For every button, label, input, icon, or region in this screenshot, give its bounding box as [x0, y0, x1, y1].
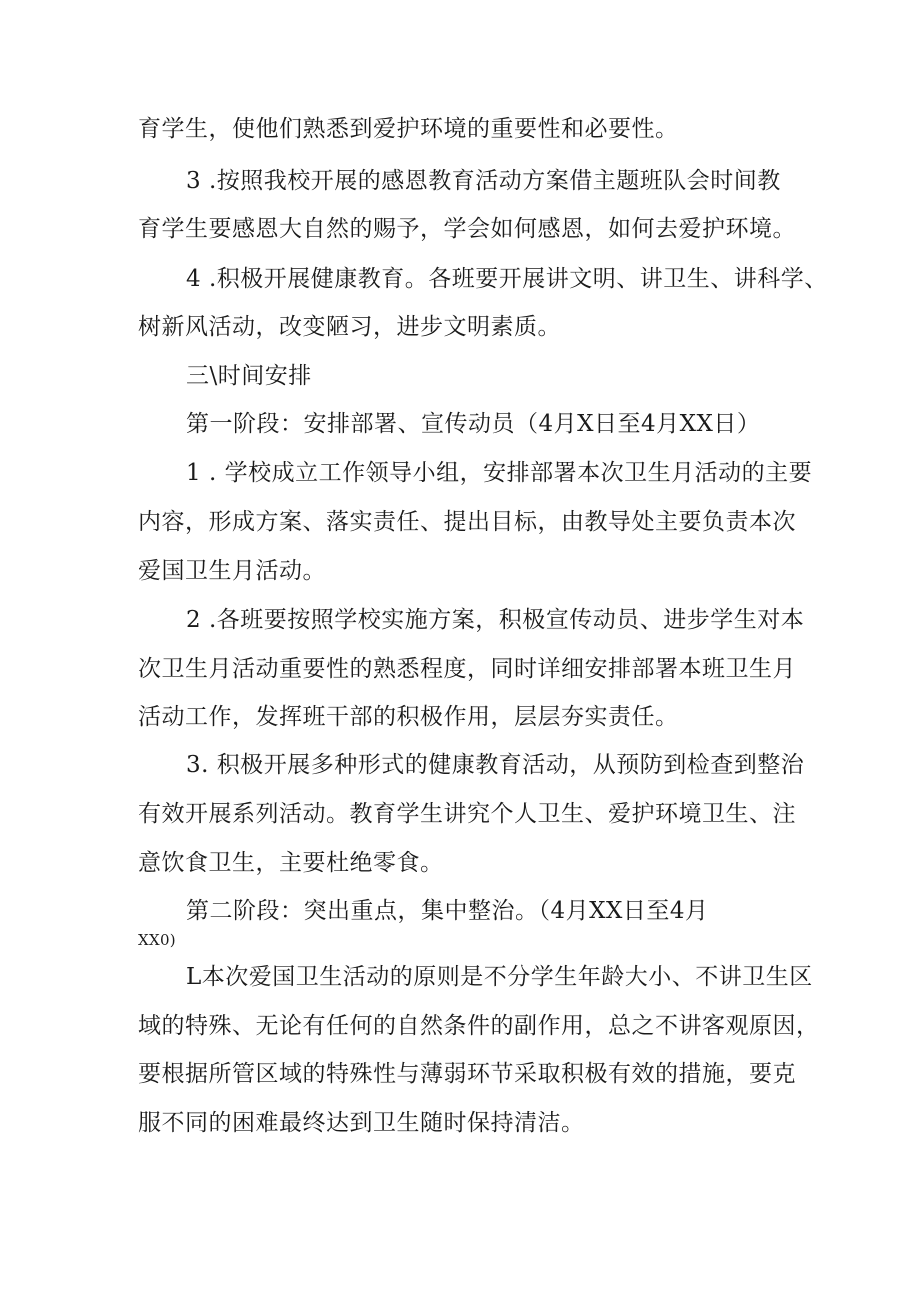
text-line: 2 .各班要按照学校实施方案，积极宣传动员、进步学生对本 — [186, 607, 805, 633]
text-line: 育学生要感恩大自然的赐予，学会如何感恩，如何去爱护环境。 — [138, 216, 796, 242]
text-line: 域的特殊、无论有任何的自然条件的副作用，总之不讲客观原因， — [138, 1013, 820, 1039]
text-line: 服不同的困难最终达到卫生随时保持清洁。 — [138, 1110, 585, 1136]
text-line: 活动工作，发挥班干部的积极作用，层层夯实责任。 — [138, 704, 679, 730]
section-heading: 三\时间安排 — [186, 363, 312, 389]
text-line: 4 .积极开展健康教育。各班要开展讲文明、讲卫生、讲科学、 — [186, 266, 828, 292]
text-line: 育学生，使他们熟悉到爱护环境的重要性和必要性。 — [138, 116, 679, 142]
text-line: 3. 积极开展多种形式的健康教育活动，从预防到检查到整治 — [186, 752, 805, 778]
text-line: XX0) — [138, 931, 176, 949]
text-line: 1 . 学校成立工作领导小组，安排部署本次卫生月活动的主要 — [186, 460, 813, 486]
text-line: L本次爱国卫生活动的原则是不分学生年龄大小、不讲卫生区 — [186, 964, 813, 990]
text-line: 3 .按照我校开展的感恩教育活动方案借主题班队会时间教 — [186, 168, 781, 194]
text-line: 次卫生月活动重要性的熟悉程度，同时详细安排部署本班卫生月 — [138, 656, 796, 682]
text-line: 树新风活动，改变陋习，进步文明素质。 — [138, 314, 561, 340]
text-line: 意饮食卫生，主要杜绝零食。 — [138, 850, 444, 876]
text-line: 第二阶段：突出重点，集中整治。（4月XX日至4月 — [186, 898, 709, 924]
text-line: 爱国卫生月活动。 — [138, 558, 326, 584]
text-line: 要根据所管区域的特殊性与薄弱环节采取积极有效的措施，要克 — [138, 1061, 796, 1087]
text-line: 内容，形成方案、落实责任、提出目标，由教导处主要负责本次 — [138, 509, 796, 535]
text-line: 第一阶段：安排部署、宣传动员（4月X日至4月XX日） — [186, 411, 761, 437]
text-line: 有效开展系列活动。教育学生讲究个人卫生、爱护环境卫生、注 — [138, 801, 796, 827]
